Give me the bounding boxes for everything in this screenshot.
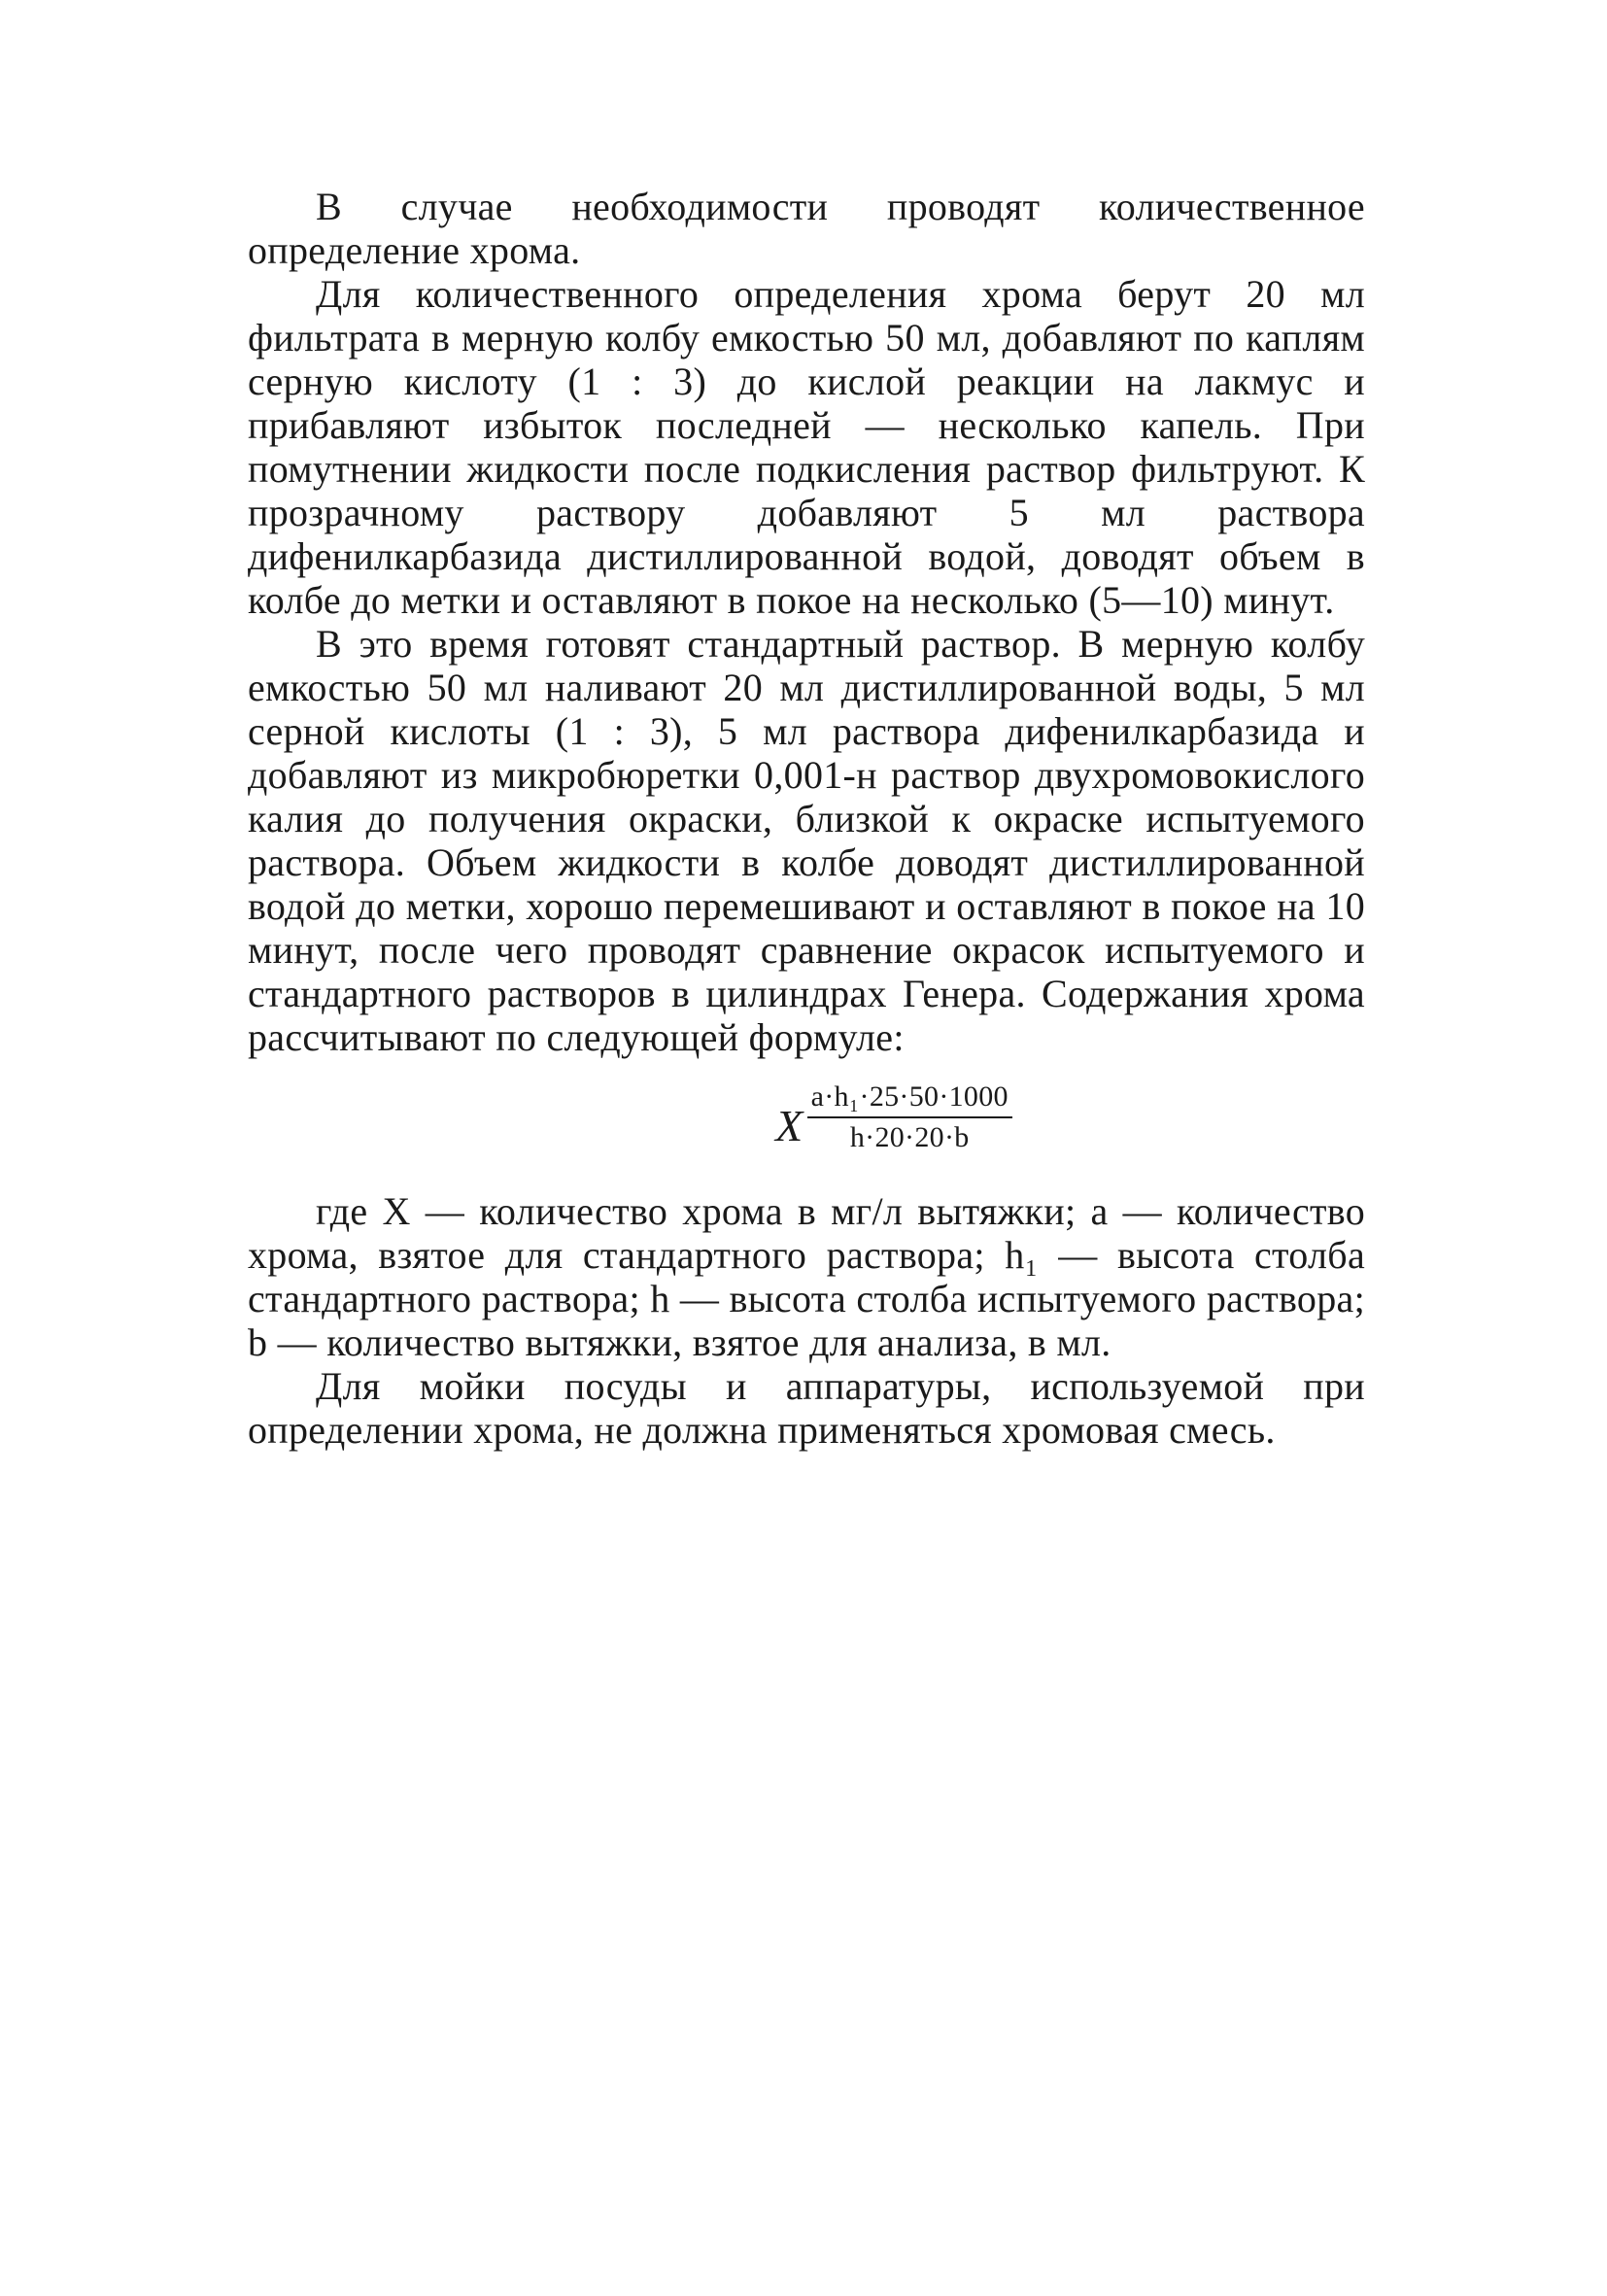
formula-lhs: X (775, 1100, 804, 1150)
paragraph-standard-solution: В это время готовят стандартный раствор. В мерную колбу емкостью 50 мл наливают 20 мл дистиллированной воды, 5 мл серной кислоты (1 : 3), 5 мл раствора дифенилкарбазида и добавляют из микробюретки 0,001-н раствор двухромовокислого калия до получения окраски, близкой к окраске испытуемого раствора. Объем жидкости в колбе доводят дистиллированной водой до метки, хорошо перемешивают и оставляют в покое на 10 минут, после чего проводят сравнение окрасок испытуемого и стандартного растворов в цилиндрах Генера. Содержания хрома рассчитывают по следующей формуле: (248, 622, 1365, 1059)
chromium-formula (423, 1069, 1365, 1166)
paragraph-washing-note: Для мойки посуды и аппаратуры, используемой при определении хрома, не должна применяться хромовая смесь. (248, 1364, 1365, 1452)
formula-denominator: h·20·20·b (849, 1121, 970, 1153)
formula-numerator: a·h₁·25·50·1000 (807, 1079, 1012, 1118)
paragraph-intro: В случае необходимости проводят количественное определение хрома. (248, 185, 1365, 272)
formula-fraction (807, 1079, 1012, 1155)
paragraph-method: Для количественного определения хрома берут 20 мл фильтрата в мерную колбу емкостью 50 мл, добавляют по каплям серную кислоту (1 : 3) до кислой реакции на лакмус и прибавляют избыток последней — несколько капель. При помутнении жидкости после подкисления раствор фильтруют. К прозрачному раствору добавляют 5 мл раствора дифенилкарбазида дистиллированной водой, доводят объем в колбе до метки и оставляют в покое на несколько (5—10) минут. (248, 272, 1365, 622)
paragraph-legend: где X — количество хрома в мг/л вытяжки; a — количество хрома, взятое для стандартного раствора; h₁ — высота столба стандартного раствора; h — высота столба испытуемого раствора; b — количество вытяжки, взятое для анализа, в мл. (248, 1189, 1365, 1364)
text-body (248, 185, 1365, 1452)
